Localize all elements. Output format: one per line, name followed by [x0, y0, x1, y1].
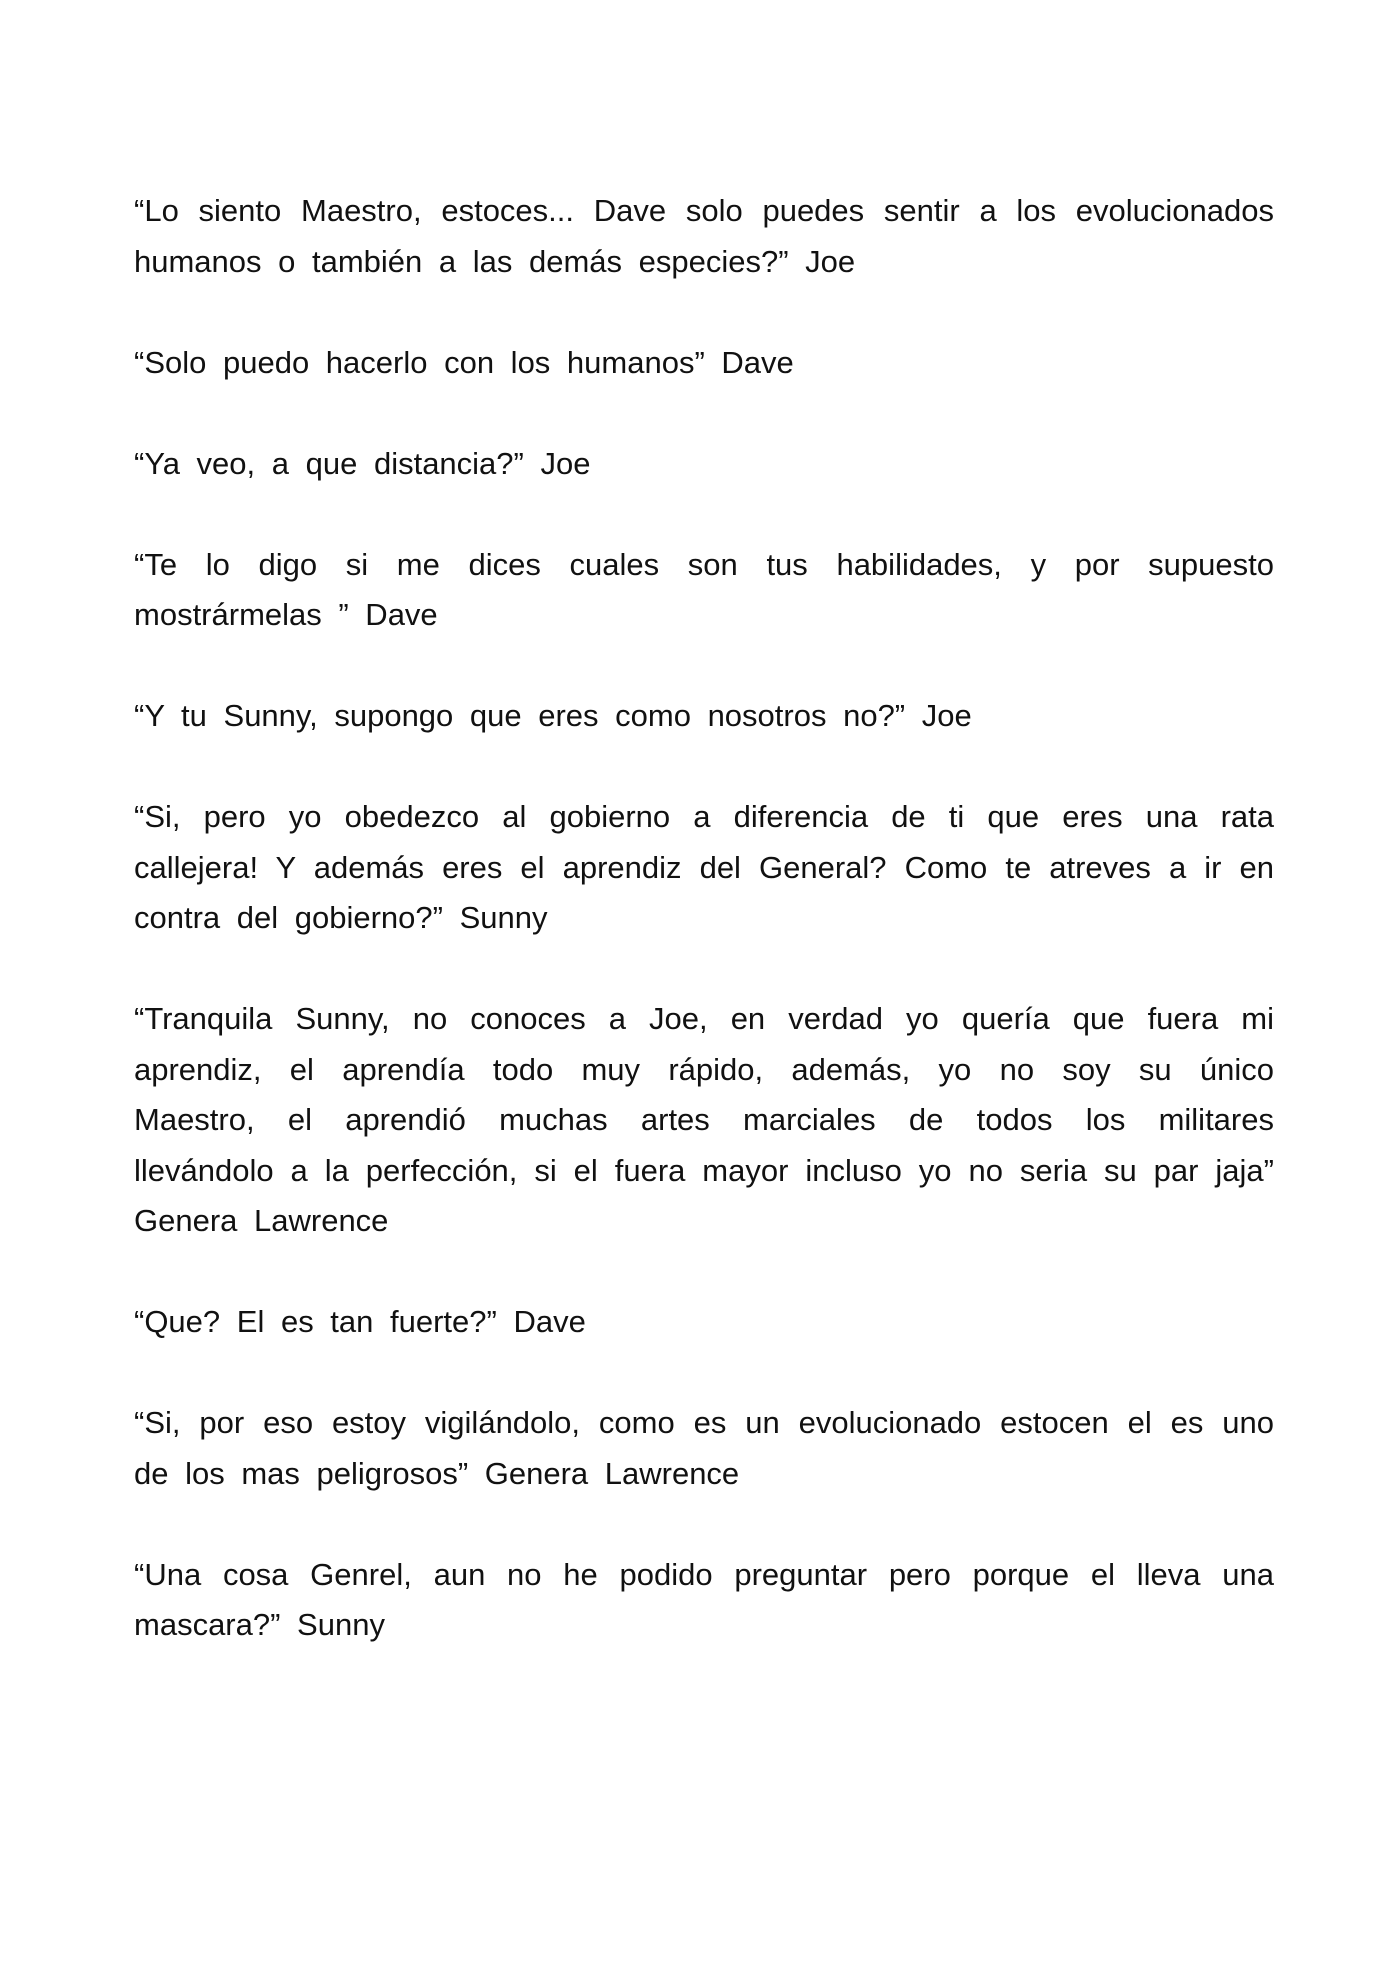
paragraph-10: “Una cosa Genrel, aun no he podido preguntar pero porque el lleva una mascara?” Sunny	[134, 1556, 1274, 1642]
text-body	[134, 186, 1274, 1701]
paragraph-3: “Ya veo, a que distancia?” Joe	[134, 445, 591, 481]
paragraph-4: “Te lo digo si me dices cuales son tus habilidades, y por supuesto mostrármelas ” Dave	[134, 546, 1274, 632]
paragraph-1: “Lo siento Maestro, estoces... Dave solo puedes sentir a los evolucionados humanos o también a las demás especies?” Joe	[134, 193, 1274, 279]
paragraph-7: “Tranquila Sunny, no conoces a Joe, en verdad yo quería que fuera mi aprendiz, el aprendía todo muy rápido, además, yo no soy su único Maestro, el aprendió muchas artes marciales de todos los militares llevándolo a la perfección, si el fuera mayor incluso yo no seria su par jaja” Genera Lawrence	[134, 1001, 1274, 1238]
paragraph-9: “Si, por eso estoy vigilándolo, como es un evolucionado estocen el es uno de los mas peligrosos” Genera Lawrence	[134, 1405, 1274, 1491]
paragraph-2: “Solo puedo hacerlo con los humanos” Dave	[134, 344, 794, 380]
paragraph-8: “Que? El es tan fuerte?” Dave	[134, 1304, 586, 1339]
paragraph-6: “Si, pero yo obedezco al gobierno a diferencia de ti que eres una rata callejera! Y además eres el aprendiz del General? Como te atreves a ir en contra del gobierno?” Sunny	[134, 799, 1274, 935]
paragraph-5: “Y tu Sunny, supongo que eres como nosotros no?” Joe	[134, 698, 972, 733]
